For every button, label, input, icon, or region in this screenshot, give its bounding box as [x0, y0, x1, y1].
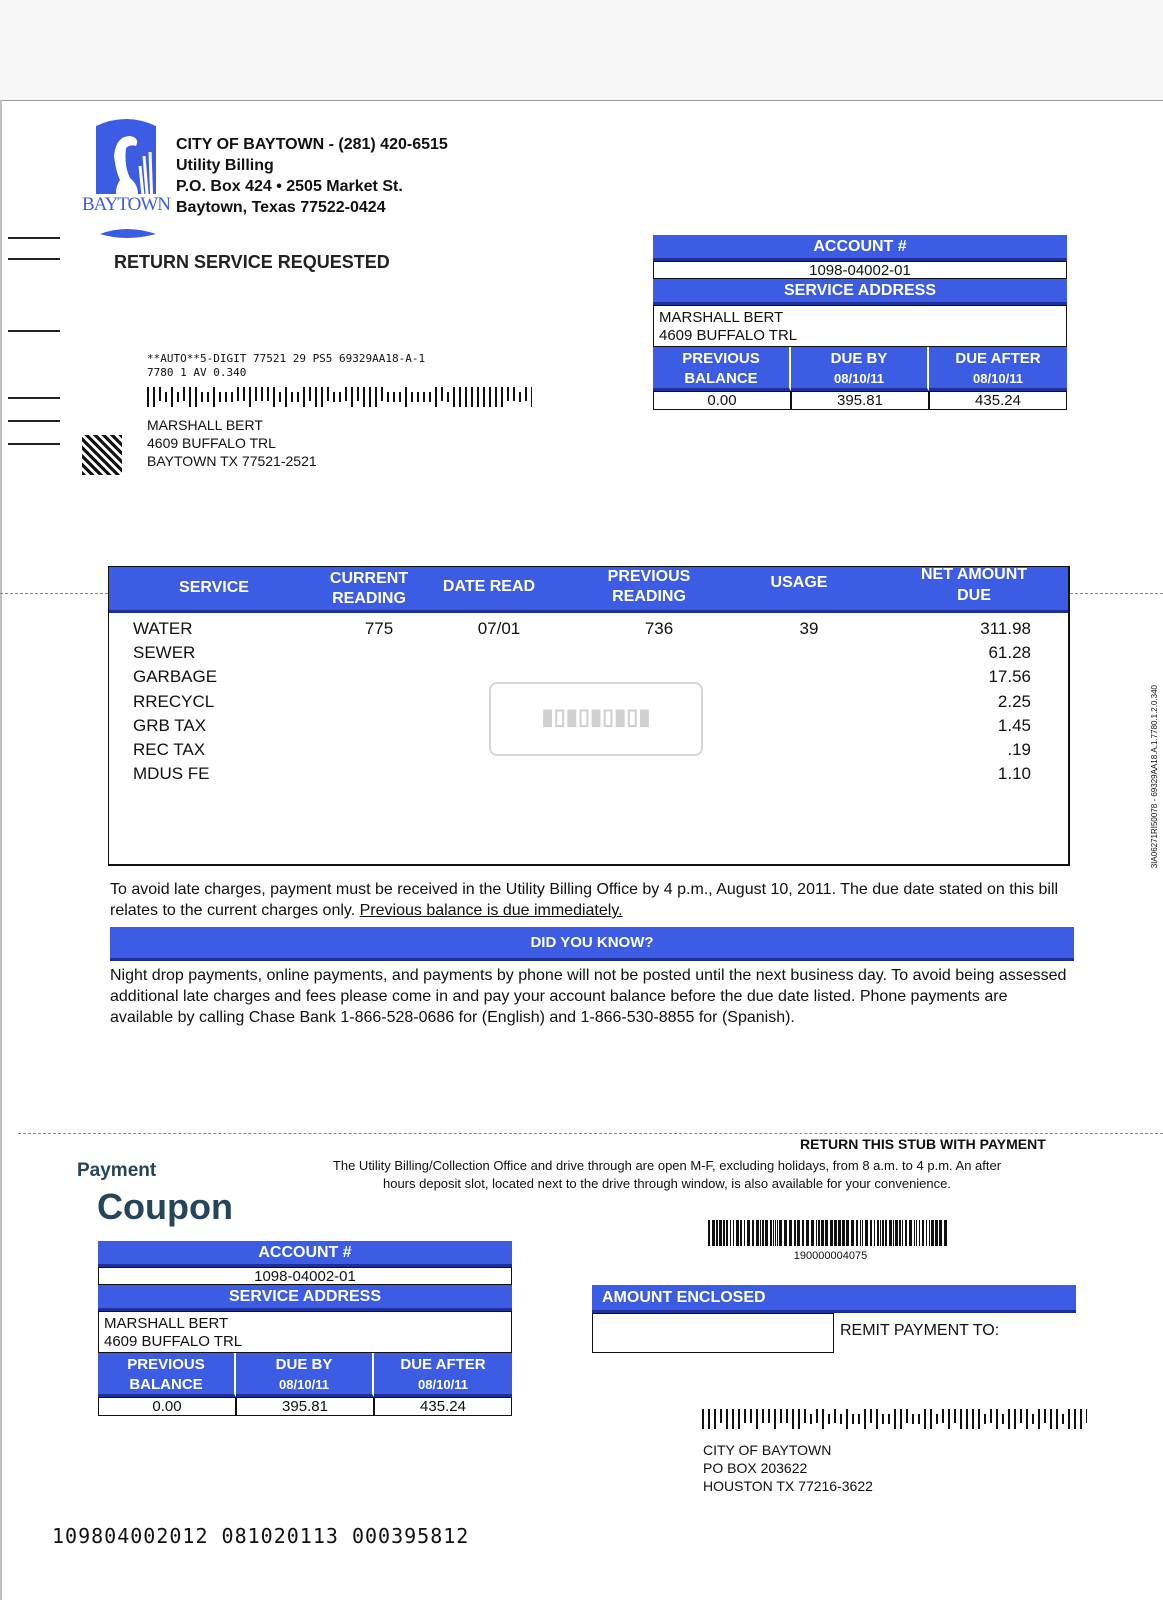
cell-amount: 1.45: [997, 715, 1031, 735]
header-service: SERVICE: [179, 579, 249, 596]
amount-enclosed-label: AMOUNT ENCLOSED: [592, 1285, 1076, 1313]
auto-line: 7780 1 AV 0.340: [147, 366, 247, 379]
logo-wordmark: BAYTOWN: [82, 194, 171, 215]
cell-usage: 39: [799, 619, 819, 638]
return-stub-label: RETURN THIS STUB WITH PAYMENT: [800, 1136, 1046, 1152]
due-by-header: [791, 347, 929, 391]
office-hours: [262, 1157, 1072, 1193]
due-after-value: 435.24: [929, 391, 1067, 410]
amount-enclosed-input[interactable]: [592, 1313, 834, 1353]
top-paper-strip: [0, 0, 1163, 101]
stub-service-address-label: SERVICE ADDRESS: [98, 1285, 512, 1311]
account-number: 1098-04002-01: [653, 261, 1067, 279]
header-text: CURRENT: [329, 570, 409, 587]
services-table: [108, 566, 1070, 866]
services-header: [109, 567, 1068, 613]
remit-postal-barcode: [702, 1408, 1087, 1435]
cell-service: WATER: [133, 619, 193, 638]
stub-service-name: MARSHALL BERT: [104, 1315, 229, 1332]
header-text: DUE AFTER: [400, 1356, 486, 1373]
table-row: [109, 764, 1068, 788]
stub-previous-balance-header: [98, 1353, 236, 1397]
office-hours-line: hours deposit slot, located next to the drive through window, is also available for your convenience.: [382, 1176, 951, 1191]
watermark-logo-icon: ▮▯▮▯▮▯▮▯▮: [489, 682, 703, 756]
remit-box: PO BOX 203622: [703, 1460, 808, 1476]
header-text: NET AMOUNT: [920, 566, 1028, 583]
cell-amount: 311.98: [980, 619, 1031, 638]
stub-due-after-value: 435.24: [374, 1397, 512, 1416]
office-hours-line: The Utility Billing/Collection Office and drive through are open M-F, excluding holidays, from 8 a.m. to 4 p.m. An after: [332, 1158, 1002, 1173]
cell-amount: .19: [1007, 740, 1031, 759]
header-text: 08/10/11: [418, 1377, 468, 1392]
header-date-read: DATE READ: [442, 578, 536, 595]
sender-line: Utility Billing: [176, 157, 274, 174]
cell-service: GARBAGE: [133, 667, 218, 687]
cell-service: MDUS FE: [133, 764, 210, 784]
header-text: PREVIOUS: [682, 350, 760, 367]
fold-mark: [8, 397, 60, 399]
cell-amount: 17.56: [988, 667, 1031, 687]
cell-amount: 2.25: [997, 691, 1031, 711]
cell-service: GRB TAX: [133, 715, 207, 735]
stub-account-number: 1098-04002-01: [98, 1267, 512, 1285]
stub-due-after-header: [374, 1353, 512, 1397]
header-text: DUE AFTER: [955, 350, 1041, 367]
header-text: 08/10/11: [973, 371, 1023, 386]
header-net-amount: [899, 564, 1049, 606]
postal-barcode-icon: [147, 386, 532, 408]
header-text: READING: [612, 588, 686, 605]
datamatrix-code-icon: [82, 435, 122, 475]
cell-date: 07/01: [477, 619, 521, 638]
stub-account-label: ACCOUNT #: [98, 1241, 512, 1267]
payment-label: Payment: [77, 1160, 157, 1181]
mailing-street: 4609 BUFFALO TRL: [147, 435, 276, 451]
account-label: ACCOUNT #: [653, 235, 1067, 261]
stub-account-box: [98, 1241, 512, 1421]
account-summary-box: [653, 235, 1067, 415]
previous-balance-value: 0.00: [653, 391, 791, 410]
fold-mark: [8, 443, 60, 445]
header-text: READING: [332, 590, 406, 607]
due-by-value: 395.81: [791, 391, 929, 410]
service-address-label: SERVICE ADDRESS: [653, 279, 1067, 305]
return-service-requested: RETURN SERVICE REQUESTED: [114, 252, 390, 272]
fold-mark: [8, 330, 60, 332]
table-row: [109, 740, 1068, 764]
table-row: [109, 643, 1068, 667]
cell-current: 775: [364, 619, 394, 638]
auto-line: **AUTO**5-DIGIT 77521 29 PS5 69329AA18-A-1: [147, 352, 426, 365]
mailing-name: MARSHALL BERT: [147, 417, 263, 433]
header-text: 08/10/11: [834, 371, 884, 386]
notice-underlined: Previous balance is due immediately.: [359, 902, 623, 919]
stub-barcode: [708, 1220, 953, 1251]
did-you-know-title: DID YOU KNOW?: [110, 927, 1074, 961]
late-charges-notice: [110, 879, 1070, 921]
postal-barcode-icon: [702, 1408, 1087, 1430]
coupon-label: Coupon: [97, 1186, 233, 1227]
service-name: MARSHALL BERT: [659, 309, 784, 326]
ocr-scanline: 109804002012 081020113 000395812: [52, 1524, 470, 1548]
cell-amount: 61.28: [988, 643, 1031, 663]
cell-service: RRECYCL: [133, 691, 215, 711]
header-text: BALANCE: [684, 370, 758, 387]
baytown-logo: [82, 116, 171, 246]
sender-address: [176, 134, 448, 218]
mailing-city: BAYTOWN TX 77521-2521: [147, 453, 317, 469]
header-text: DUE: [957, 587, 991, 604]
header-text: DUE BY: [830, 350, 888, 367]
remit-name: CITY OF BAYTOWN: [703, 1442, 832, 1458]
remit-address: [703, 1441, 873, 1495]
header-text: BALANCE: [129, 1376, 203, 1393]
previous-balance-header: [653, 347, 791, 391]
header-usage: USAGE: [770, 574, 828, 591]
header-text: PREVIOUS: [127, 1356, 205, 1373]
stub-previous-balance-value: 0.00: [98, 1397, 236, 1416]
table-row: [109, 619, 1068, 643]
service-address: [653, 305, 1067, 347]
header-text: DUE BY: [275, 1356, 333, 1373]
remit-payment-label: REMIT PAYMENT TO:: [840, 1322, 1000, 1339]
table-row: [109, 716, 1068, 740]
stub-service-address: [98, 1311, 512, 1353]
stub-due-by-header: [236, 1353, 374, 1397]
sender-line: CITY OF BAYTOWN - (281) 420-6515: [176, 136, 448, 153]
service-street: 4609 BUFFALO TRL: [659, 327, 798, 344]
stub-perforation: [18, 1133, 1163, 1134]
table-row: [109, 667, 1068, 691]
due-after-header: [929, 347, 1067, 391]
mailing-address: [147, 416, 317, 470]
remit-city: HOUSTON TX 77216-3622: [703, 1478, 873, 1494]
fold-mark: [8, 237, 60, 239]
header-text: PREVIOUS: [607, 568, 691, 585]
cell-amount: 1.10: [997, 764, 1031, 784]
sender-line: P.O. Box 424 • 2505 Market St.: [176, 178, 403, 195]
header-text: 08/10/11: [279, 1377, 329, 1392]
postal-auto-lines: [147, 352, 425, 380]
header-current-reading: [309, 569, 429, 609]
barcode-icon: [708, 1220, 953, 1246]
sender-line: Baytown, Texas 77522-0424: [176, 199, 386, 216]
fold-mark: [8, 258, 60, 260]
cell-previous: 736: [644, 619, 674, 638]
stub-service-street: 4609 BUFFALO TRL: [104, 1333, 243, 1350]
heron-logo-icon: [86, 116, 166, 246]
header-previous-reading: [589, 567, 709, 607]
fold-mark: [8, 420, 60, 422]
table-row: [109, 692, 1068, 716]
postal-barcode: [147, 386, 532, 413]
side-code-text: 3IA06271RI50078 - 69329AA18.A.1.7780.1.2.0.340: [1150, 685, 1159, 869]
cell-service: REC TAX: [133, 740, 206, 759]
page-edge: [0, 100, 2, 1600]
did-you-know-text: Night drop payments, online payments, and payments by phone will not be posted until the next business day. To avoid being assessed additional late charges and fees please come in and pay your account balance before the due date listed. Phone payments are available by calling Chase Bank 1-866-528-0686 for (English) and 1-866-530-8855 for (Spanish).: [110, 967, 1067, 1026]
cell-service: SEWER: [133, 643, 196, 663]
notice-text: To avoid late charges, payment must be received in the Utility Billing Office by 4 p.m., August 10, 2011. The due date stated on this bill relates to the current charges only.: [110, 881, 1059, 919]
stub-barcode-number: 190000004075: [793, 1250, 868, 1262]
stub-due-by-value: 395.81: [236, 1397, 374, 1416]
